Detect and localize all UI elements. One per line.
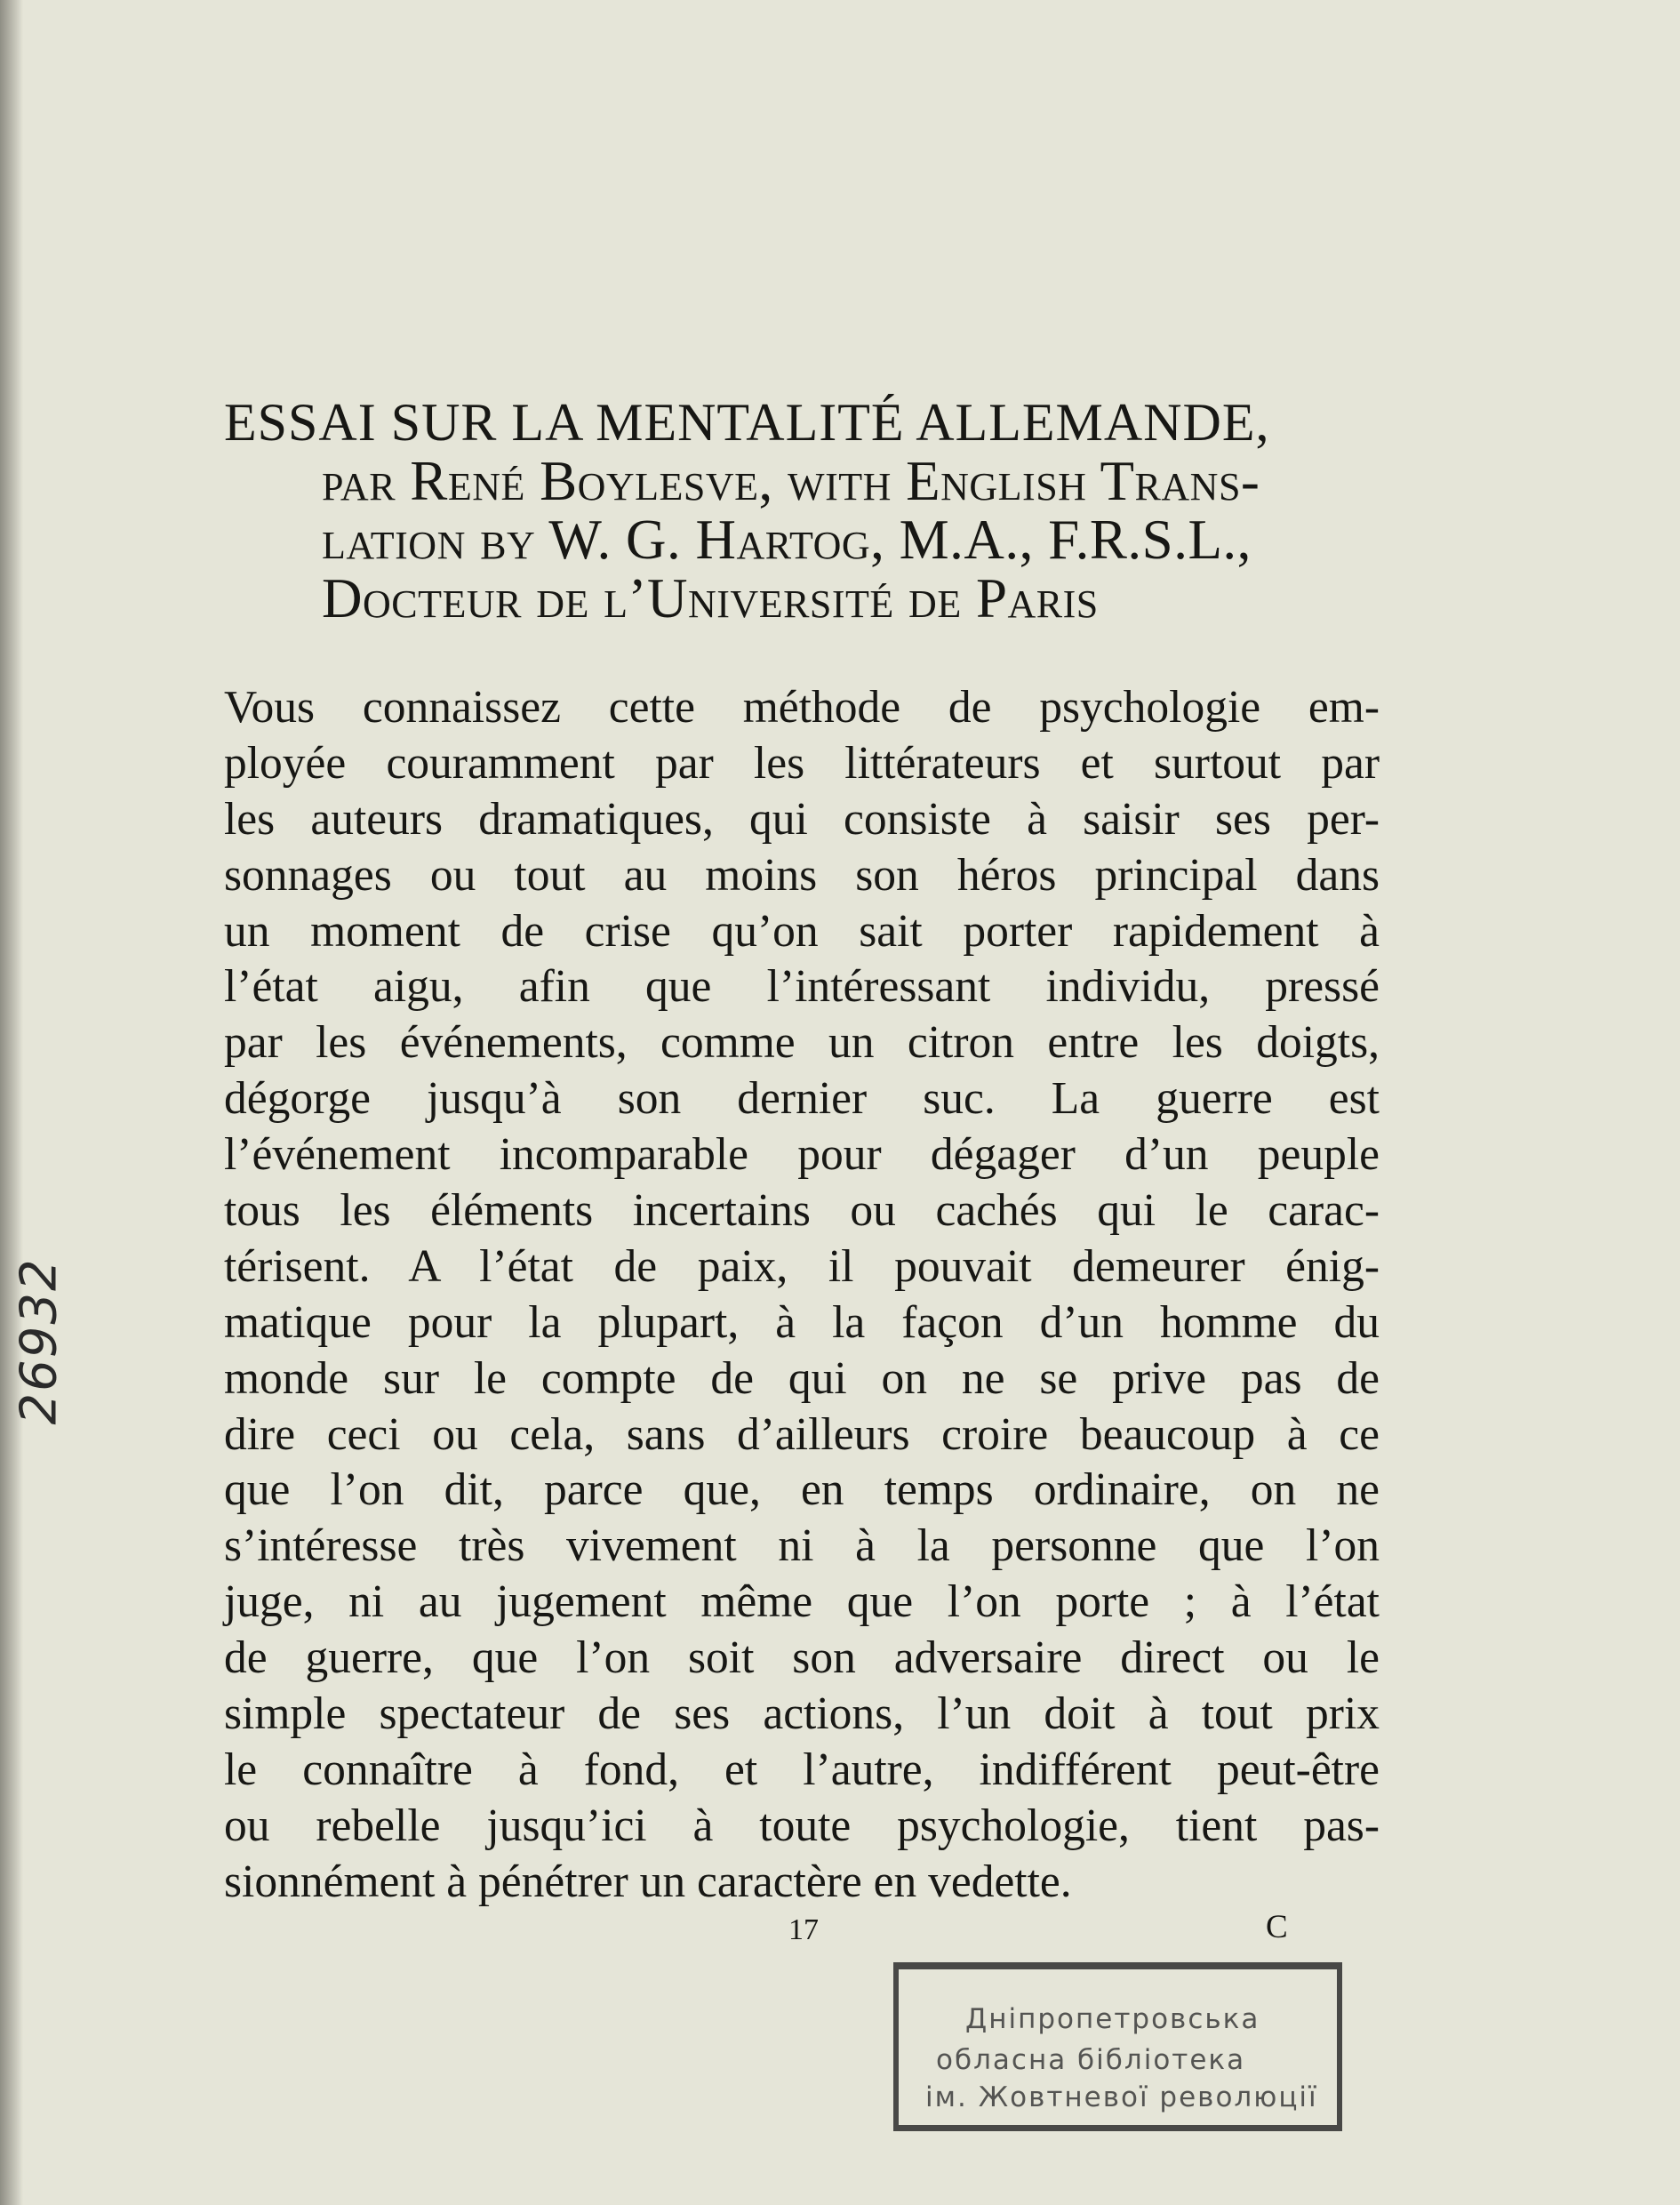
text-line: l’événement incomparable pour dégager d’un peuple — [224, 1129, 1380, 1181]
text-line: par les événements, comme un citron entre les doigts, — [224, 1017, 1380, 1069]
text-line: simple spectateur de ses actions, l’un doit à tout prix — [224, 1688, 1380, 1740]
text-line: ou rebelle jusqu’ici à toute psychologie, tient pas- — [224, 1800, 1380, 1851]
text-line: s’intéresse très vivement ni à la personne que l’on — [224, 1520, 1380, 1572]
stamp-line: Дніпропетровська — [965, 2003, 1260, 2035]
text-line: sionnément à pénétrer un caractère en vedette. — [224, 1856, 1072, 1907]
body-paragraph — [224, 680, 1380, 1911]
margin-note-text: 26932 — [10, 1257, 68, 1425]
text-line: le connaître à fond, et l’autre, indifférent peut-être — [224, 1744, 1380, 1795]
text-line: un moment de crise qu’on sait porter rapidement à — [224, 905, 1380, 957]
heading-translator-line: lation by W. G. Hartog, M.A., F.R.S.L., — [322, 509, 1252, 571]
heading-affiliation-line: Docteur de l’Université de Paris — [322, 567, 1099, 629]
text-line: les auteurs dramatiques, qui consiste à saisir ses per- — [224, 793, 1380, 845]
text-line: sonnages ou tout au moins son héros principal dans — [224, 849, 1380, 901]
article-heading — [224, 393, 1380, 628]
text-line: l’état aigu, afin que l’intéressant individu, pressé — [224, 961, 1380, 1013]
library-stamp — [893, 1962, 1342, 2131]
text-line: térisent. A l’état de paix, il pouvait demeurer énig- — [224, 1240, 1380, 1292]
text-line: monde sur le compte de qui on ne se prive pas de — [224, 1352, 1380, 1404]
text-line: que l’on dit, parce que, en temps ordinaire, on ne — [224, 1464, 1380, 1516]
text-line: tous les éléments incertains ou cachés qui le carac- — [224, 1185, 1380, 1237]
printer-signature-mark: C — [1266, 1909, 1288, 1945]
text-line: Vous connaissez cette méthode de psychologie em- — [224, 682, 1380, 733]
stamp-line: обласна бібліотека — [936, 2044, 1246, 2076]
text-line: ployée couramment par les littérateurs et surtout par — [224, 737, 1380, 789]
heading-author-line: par René Boylesve, with English Trans- — [322, 450, 1260, 512]
text-line: de guerre, que l’on soit son adversaire direct ou le — [224, 1632, 1380, 1684]
heading-title-line: ESSAI SUR LA MENTALITÉ ALLEMANDE, — [224, 393, 1270, 452]
text-line: dire ceci ou cela, sans d’ailleurs croire beaucoup à ce — [224, 1408, 1380, 1460]
stamp-line: ім. Жовтневої революції — [925, 2081, 1318, 2113]
text-line: dégorge jusqu’à son dernier suc. La guerre est — [224, 1073, 1380, 1125]
page-gutter-shadow — [0, 0, 23, 2205]
margin-handwritten-number — [12, 1156, 66, 1440]
page-number: 17 — [788, 1913, 819, 1946]
text-line: juge, ni au jugement même que l’on porte ; à l’état — [224, 1576, 1380, 1628]
text-line: matique pour la plupart, à la façon d’un homme du — [224, 1296, 1380, 1348]
